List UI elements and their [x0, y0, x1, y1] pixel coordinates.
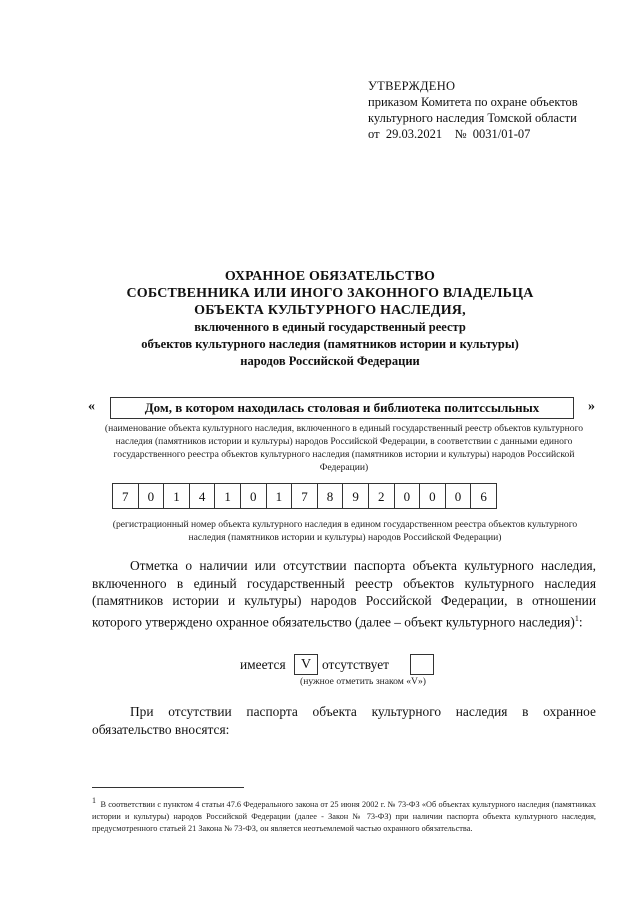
approval-date-line	[368, 126, 608, 142]
approval-date-prefix: от	[368, 127, 380, 141]
reg-digit[interactable]: 2	[368, 483, 395, 509]
reg-digit[interactable]: 0	[138, 483, 165, 509]
approval-line-2: культурного наследия Томской области	[368, 111, 577, 125]
present-label: имеется	[240, 657, 286, 672]
footnote	[92, 795, 596, 835]
reg-digit[interactable]: 0	[240, 483, 267, 509]
footnote-text: В соответствии с пунктом 4 статьи 47.6 Федерального закона от 25 июня 2002 г. № 73-ФЗ «Об объектах культурного наследия (памятниках истории и культуры) народов Российской Федерации (далее - Закон № 73-ФЗ) при наличии паспорта объекта культурного наследия, предусмотренного статьей 21 Закона № 73-ФЗ, он является неотъемлемой частью охранного обязательства.	[92, 799, 596, 833]
document-title	[60, 268, 600, 370]
title-line-3: ОБЪЕКТА КУЛЬТУРНОГО НАСЛЕДИЯ,	[194, 303, 466, 318]
present-checkbox[interactable]: V	[294, 654, 318, 675]
footnote-ref: 1	[574, 613, 579, 623]
reg-digit[interactable]: 7	[112, 483, 139, 509]
check-hint: (нужное отметить знаком «V»)	[300, 676, 426, 687]
approval-block	[368, 78, 608, 142]
title-line-1: ОХРАННОЕ ОБЯЗАТЕЛЬСТВО	[224, 269, 436, 284]
reg-digit[interactable]: 0	[419, 483, 446, 509]
reg-digit[interactable]: 4	[189, 483, 216, 509]
reg-digit[interactable]: 1	[163, 483, 190, 509]
open-quote: «	[88, 399, 95, 414]
reg-digit[interactable]: 7	[291, 483, 318, 509]
absent-checkbox[interactable]	[410, 654, 434, 675]
approval-number-prefix: №	[454, 127, 467, 141]
reg-digit[interactable]: 0	[394, 483, 421, 509]
title-line-6: народов Российской Федерации	[240, 354, 420, 368]
reg-digit[interactable]: 1	[214, 483, 241, 509]
approval-line-1: приказом Комитета по охране объектов	[368, 95, 578, 109]
footnote-number: 1	[92, 796, 96, 805]
title-line-2: СОБСТВЕННИКА ИЛИ ИНОГО ЗАКОННОГО ВЛАДЕЛЬЦА	[126, 286, 534, 301]
title-line-5: объектов культурного наследия (памятников истории и культуры)	[141, 337, 519, 351]
object-name-caption: (наименование объекта культурного наследия, включенного в единый государственный реестр объектов культурного наследия (памятников истории и культуры) народов Российской Федерации, в соответствии с данными единого государственного реестра объектов культурного наследия (памятников истории и культуры) народов Российской Федерации)	[104, 423, 584, 473]
close-quote: »	[588, 399, 595, 414]
approval-number: 0031/01-07	[472, 127, 531, 141]
absent-label: отсутствует	[322, 657, 389, 672]
reg-digit[interactable]: 0	[445, 483, 472, 509]
reg-digit[interactable]: 6	[470, 483, 497, 509]
approval-heading: УТВЕРЖДЕНО	[368, 79, 456, 93]
passport-paragraph-text: Отметка о наличии или отсутствии паспорта объекта культурного наследия, включенного в единый государственный реестр объектов культурного наследия (памятников истории и культуры) народов Российской Федерации, в отношении которого утверждено охранное обязательство (далее – объект культурного наследия)	[92, 558, 596, 629]
object-name-field[interactable]: Дом, в котором находилась столовая и библиотека политссыльных	[110, 397, 574, 419]
title-line-4: включенного в единый государственный реестр	[194, 320, 466, 334]
reg-digit[interactable]: 9	[342, 483, 369, 509]
object-name-row	[88, 397, 604, 419]
approval-date: 29.03.2021	[385, 127, 443, 141]
registration-caption: (регистрационный номер объекта культурного наследия в едином государственном реестра объектов культурного наследия (памятников истории и культуры) народов Российской Федерации)	[112, 519, 578, 543]
footnote-divider	[92, 787, 244, 788]
reg-digit[interactable]: 8	[317, 483, 344, 509]
passport-paragraph-colon: :	[578, 613, 583, 629]
passport-paragraph	[92, 557, 596, 630]
absence-paragraph: При отсутствии паспорта объекта культурного наследия в охранное обязательство вносятся:	[92, 704, 596, 737]
reg-digit[interactable]: 1	[266, 483, 293, 509]
registration-number-cells	[112, 483, 496, 509]
